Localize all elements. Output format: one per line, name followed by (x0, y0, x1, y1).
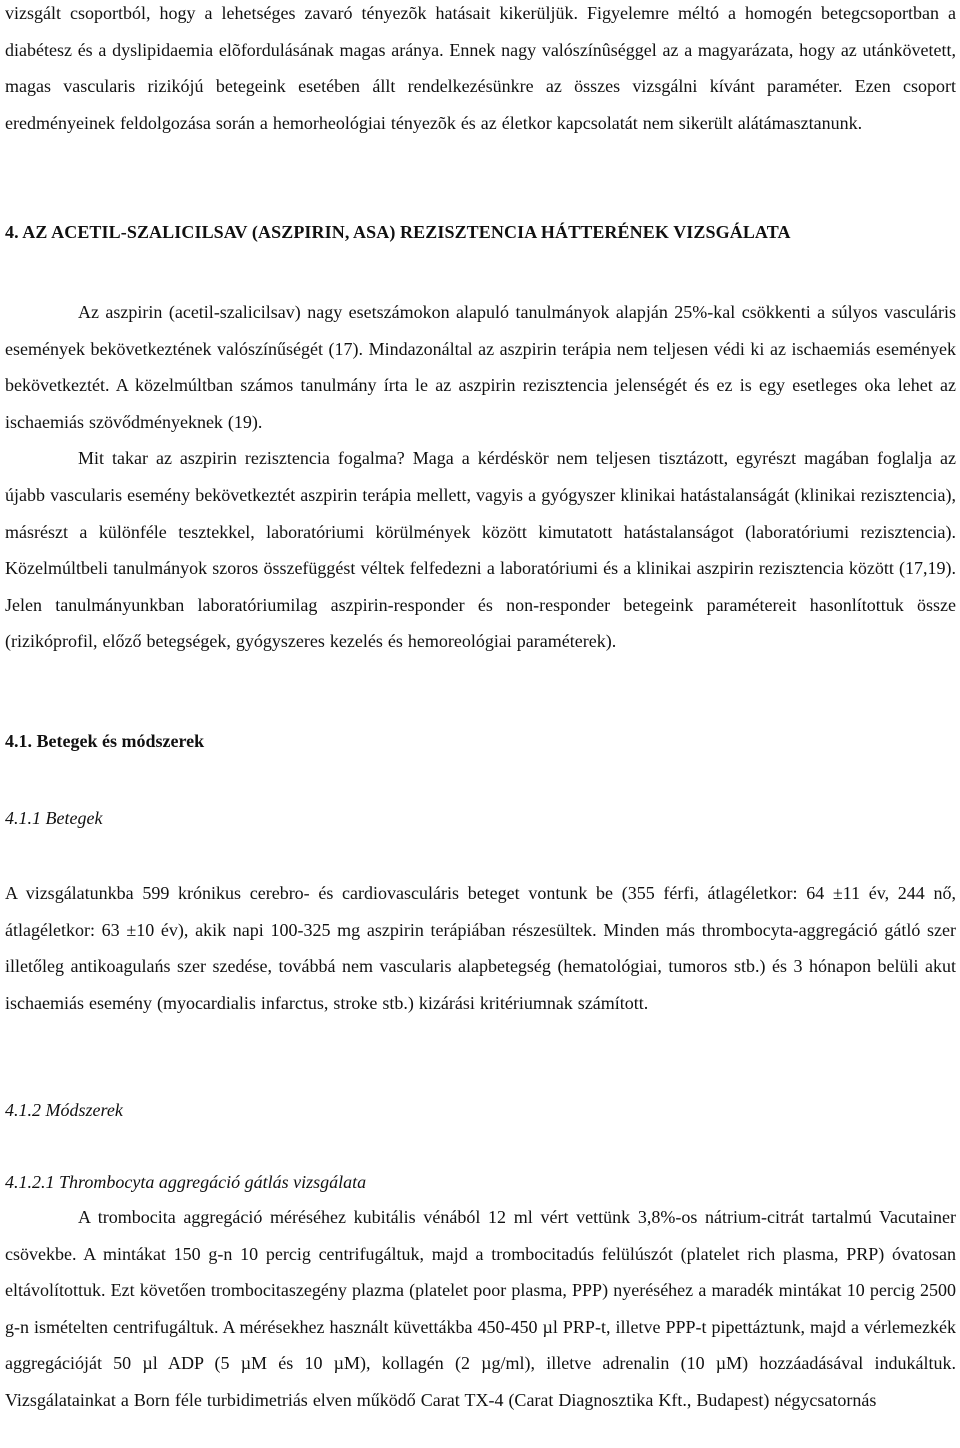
section-4-1-1-paragraph: A vizsgálatunkba 599 krónikus cerebro- és cardiovasculáris beteget vontunk be (355 férfi, átlagéletkor: 64 ±11 év, 244 nő, átlagéletkor: 63 ±10 év), akik napi 100-325 mg aszpirin terápiában részesültek. Minden más thrombocyta-aggregáció gátló szer illetőleg antikoagulańs szer szedése, továbbá nem vascularis alapbetegség (hematológiai, tumoros stb.) és 3 hónapon belüli akut ischaemiás esemény (myocardialis infarctus, stroke stb.) kizárási kritériumnak számított. (5, 883, 956, 1013)
section-4-body (5, 294, 956, 660)
section-4-1-title: 4.1. Betegek és módszerek (5, 731, 205, 751)
section-4-1-2-1-paragraph: A trombocita aggregáció méréséhez kubitális vénából 12 ml vért vettünk 3,8%-os nátrium-citrát tartalmú Vacutainer csövekbe. A mintákat 150 g-n 10 percig centrifugáltuk, majd a trombocitadús felülúszót (platelet rich plasma, PRP) óvatosan eltávolítottuk. Ezt követően trombocitaszegény plazma (platelet poor plasma, PPP) nyeréséhez a maradék mintákat 10 percig 2500 g-n ismételten centrifugáltuk. A mérésekhez használt küvettákba 450-450 µl PRP-t, illetve PPP-t pipettáztunk, majd a vérlemezkék aggregációját 50 µl ADP (5 µM és 10 µM), kollagén (2 µg/ml), illetve adrenalin (10 µM) hozzáadásával indukáltuk. Vizsgálatainkat a Born féle turbidimetriás elven működő Carat TX-4 (Carat Diagnosztika Kft., Budapest) négycsatornás (5, 1207, 956, 1410)
section-4-paragraph-2: Mit takar az aszpirin rezisztencia fogalma? Maga a kérdéskör nem teljesen tisztázott, egyrészt magában foglalja az újabb vascularis esemény bekövetkeztét aszpirin terápia mellett, vagyis a gyógyszer klinikai hatástalanságát (klinikai rezisztencia), másrészt a különféle tesztekkel, laboratóriumi körülmények között kimutatott hatástalanságot (laboratóriumi rezisztencia). Közelmúltbeli tanulmányok szoros összefüggést véltek felfedezni a laboratóriumi és a klinikai aszpirin rezisztencia között (17,19). Jelen tanulmányunkban laboratóriumilag aszpirin-responder és non-responder betegeink paramétereit hasonlítottuk össze (rizikóprofil, előző betegségek, gyógyszeres kezelés és hemoreológiai paraméterek). (5, 448, 956, 652)
section-4-title: 4. AZ ACETIL-SZALICILSAV (ASZPIRIN, ASA) REZISZTENCIA HÁTTERÉNEK VIZSGÁLATA (5, 222, 791, 242)
section-4-1-1-title: 4.1.1 Betegek (5, 808, 103, 828)
section-4-paragraph-1: Az aszpirin (acetil-szalicilsav) nagy esetszámokon alapuló tanulmányok alapján 25%-kal csökkenti a súlyos vasculáris események bekövetkeztének valószínűségét (17). Mindazonáltal az aszpirin terápia nem teljesen védi ki az ischaemiás események bekövetkeztét. A közelmúltban számos tanulmány írta le az aszpirin rezisztencia jelenségét és ez is egy esetleges oka lehet az ischaemiás szövődményeknek (19). (5, 302, 956, 432)
intro-paragraph: vizsgált csoportból, hogy a lehetséges zavaró tényezõk hatásait kikerüljük. Figyelemre méltó a homogén betegcsoportban a diabétesz és a dyslipidaemia elõfordulásának magas aránya. Ennek nagy valószínûséggel az a magyarázata, hogy az utánkövetett, magas vascularis rizikójú betegeink esetében állt rendelkezésünkre az összes vizsgálni kívánt paraméter. Ezen csoport eredményeinek feldolgozása során a hemorheológiai tényezõk és az életkor kapcsolatát nem sikerült alátámasztanunk. (5, 3, 956, 133)
section-4-1-2-1-title: 4.1.2.1 Thrombocyta aggregáció gátlás vizsgálata (5, 1172, 367, 1192)
section-4-1-2-title: 4.1.2 Módszerek (5, 1100, 123, 1120)
